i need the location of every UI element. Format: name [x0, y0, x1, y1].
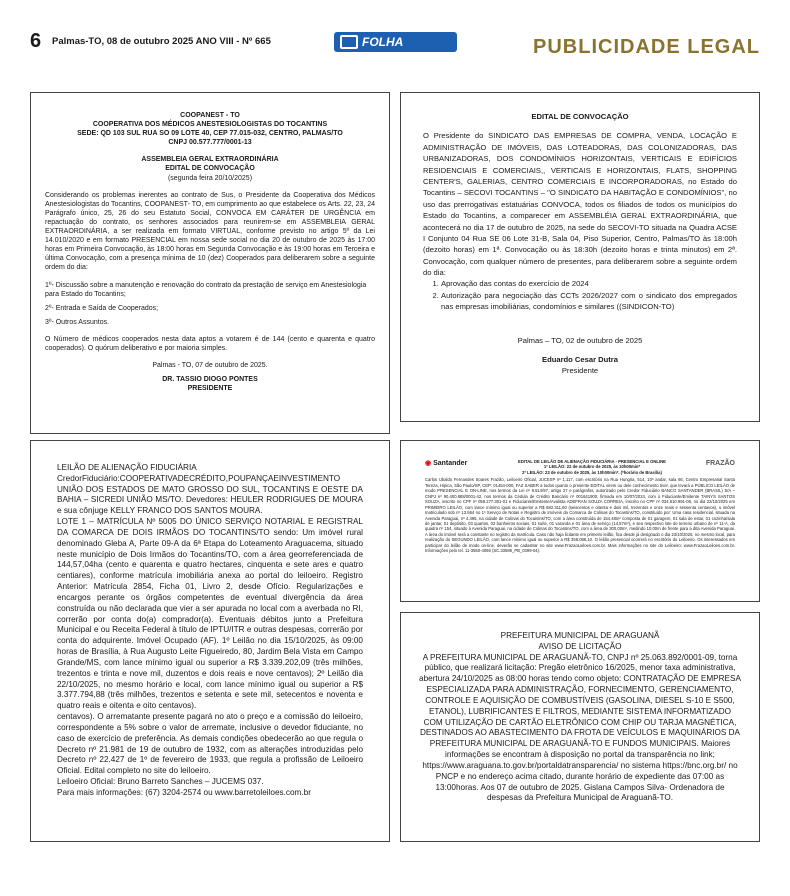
leilao-paragraph: centavos). O arrematante presente pagará no ato o preço e a comissão do leiloeiro, correspondente a 5% sobre o valor de arremate, inclusive o devedor fiduciante, no caso de exercício de preferência. As demais condições obedecerão ao que regula o Decreto nº 21.981 de 19 de outubro de 1932, com as alterações introduzidas pelo Decreto nº 22.427 de 1º de fevereiro de 1933, que regula a profissão de Leiloeiro Oficial. Edital completo no site do leiloeiro. [57, 712, 363, 776]
notice-prefeitura [400, 612, 760, 842]
title-line: 1º LEILÃO: 22 de outubro de 2025, às 10h00min* [543, 464, 641, 470]
secovi-body: O Presidente do SINDICATO DAS EMPRESAS DE COMPRA, VENDA, LOCAÇÃO E ADMINISTRAÇÃO DE IMÓVEIS, DAS LOTEADORAS, DAS COLONIZADORAS, DAS URBANIZADORAS, DOS CONDOMÍNIOS HORIZONTAIS, VERTICAIS E EDIFÍCIOS RESIDENCIAIS E COMERCIAIS,, VERTICAIS E HORIZONTAIS, FLATS, SHOPPING CENTER'S, GALERIAS, CENTRO COMERCIAIS E INCORPORADORAS, no Estado do Tocantins – SECOVI TOCANTINS – "O SINDICATO DA HABITAÇÃO E CONDOMÍNIOS", no uso das prerrogativas estatuárias CONVOCA, todos os filiados de todos os municípios do Estado do Tocantins, a comparecer em ASSEMBLÉIA GERAL EXTRAORDINÁRIA, que acontecerá no dia 17 de outubro de 2025, na sede do SECOVI-TO situada na Quadra ACSE I Conjunto 04 Rua SE 06 Lote 31-B, Sala 04, Piso Superior, Centro, Palmas/TO às 18:00h (dezoito horas) em 1ª. Convocação ou às 18:30h (dezoito horas e trinta minutos) em 2ª. Convocação, com qualquer número de presentes, para deliberarem sobre a seguinte ordem do dia: [423, 131, 737, 278]
section-title: PUBLICIDADE LEGAL [533, 36, 760, 58]
agenda-item: 2. Autorização para negociação das CCTs 2026/2027 com o sindicato dos empregados nas empresas imobiliárias, condomínios e similares ((SINDICON-TO) [441, 290, 737, 313]
coopanest-date: Palmas - TO, 07 de outubro de 2025. [152, 362, 268, 370]
logo-icon [340, 35, 358, 49]
coopanest-signer: DR. TASSIO DIOGO PONTES [162, 376, 258, 384]
page-header [0, 0, 790, 80]
notice-santander [400, 440, 760, 602]
secovi-date: Palmas – TO, 02 de outubro de 2025 [517, 335, 643, 345]
title-line: CNPJ 00.577.777/0001-13 [168, 139, 252, 147]
edition-info: Palmas-TO, 08 de outubro 2025 ANO VIII - Nº 665 [52, 36, 271, 47]
secovi-signer: Eduardo Cesar Dutra [542, 355, 618, 365]
title-line: COOPANEST - TO [180, 112, 240, 119]
heading-line: (segunda feira 20/10/2025) [167, 174, 253, 182]
santander-header [425, 459, 735, 475]
page-number: 6 [30, 30, 42, 52]
title-line: 2º LEILÃO: 23 de outubro de 2025, às 10h00min*. (*horário de Brasília) [522, 469, 662, 475]
coopanest-heading [45, 155, 375, 182]
secovi-title: EDITAL DE CONVOCAÇÃO [531, 112, 629, 121]
santander-body: Carlos Ubaldo Fernandes Soares Frazão, Leiloeiro Oficial, JUCESP nº 1.117, com escritório na Rua Hungria, 514, 10º andar, sala 66, Centro Empresarial Santa Tereza, Hipica, São Paulo/SP, CEP: 01454-000, FAZ SABER a todos quanto o presente EDITAL virem ou dele conhecimento tiver, que levará a PÚBLICO LEILÃO de modo PRESENCIAL E ON-LINE, nos termos da Lei nº 9.514/97, artigo 27 e parágrafos, autorizado pelo Credor Fiduciário BANCO SANTANDER (BRASIL) S/A – CNPJ nº 90.400.888/0001-42, nos termos da Cédula de Crédito Bancário nº 001641900, firmada em 10/07/2024, com o Fiduciante/Emitente TAINYS SANTOS SOUZA, inscrito no CPF nº 059.277.301-01 e Fiduciante/Emitente/Avalista ADEFRAN SOUZA CORREIA, inscrito no CPF nº 034.610.991-06, no dia 22/10/2025 em PRIMEIRO LEILÃO, com lance mínimo igual ou superior a R$ 682.311,60 (seiscentos e oitenta e dois mil, trezentos e onze reais e sessenta centavos), o imóvel matriculado sob nº 13.564 no 1º Serviço de Notas e Registro de Imóveis da Comarca de Colinas do Tocantins/TO, constituído por: Uma casa residencial, situada na Avenida Paraguai, nº 4.495, na cidade de Colinas do Tocantins/TO, com a área construída de 154,48m² composta de 01 garagem, 01 sala de estar, 01 cozinha/sala de jantar, 01 depósito, 03 quartos, 02 banheiros sociais, 01 suíte, 01 varanda e 01 área de serviço (14,57m²), e seu respectivo lote de terreno urbano de nº 11-A, da quadra nº 154, situado à Avenida Paraguai, na cidade de Colinas do Tocantins/TO, com a área de 300,00m², medindo 10,00m de frente para a dita Avenida Paraguai. A área do imóvel será a constante no registro da matrícula. Caso não haja licitante em primeiro leilão, fica desde já designado o dia 23/10/2025, no mesmo local, para realização do SEGUNDO LEILÃO, com lance mínimo igual ou superior a R$ 356.086,10. O leilão presencial ocorrerá no escritório do Leiloeiro. Os interessados em participar do leilão de modo on-line, deverão se cadastrar no site www.FrazaoLeiloes.com.br. Mais informações no site do Leiloeiro: www.FrazaoLeiloes.com.br. Informações pelo tel. 11-3550-4066 (SC.33589_PB_0399-04). [425, 477, 735, 554]
leilao-paragraph: CredorFiduciário:COOPERATIVADECRÉDITO,POUPANÇAEINVESTIMENTO UNIÃO DOS ESTADOS DE MATO GROSSO DO SUL, TOCANTINS E OESTE DA BAHIA – SICREDI UNIÃO MS/TO. Devedores: HEULER RODRIGUES DE MOURA e sua cônjuge KELLY FRANCO DOS SANTOS MOURA. [57, 473, 363, 516]
heading-line: EDITAL DE CONVOCAÇÃO [165, 165, 255, 173]
coopanest-signer-role: PRESIDENTE [187, 385, 233, 393]
coopanest-quorum: O Número de médicos cooperados nesta data aptos a votarem é de 144 (cento e quarenta e quatro cooperados). O quórum deliberativo e por maioria simples. [45, 335, 375, 352]
leilao-paragraph: Leiloeiro Oficial: Bruno Barreto Sanches – JUCEMS 037. [57, 777, 264, 787]
agenda-item: 1º- Discussão sobre a manutenção e renovação do contrato da prestação de serviço em Anestesiologia para Estado do Tocantins; [45, 281, 367, 298]
logo-text: FOLHA CAPITAL [362, 35, 414, 69]
newspaper-logo [334, 32, 457, 69]
flame-icon: ◉ [425, 460, 432, 467]
notice-secovi [400, 92, 760, 422]
title-line: EDITAL DE LEILÃO DE ALIENAÇÃO FIDUCIÁRIA - PRESENCIAL E ONLINE [518, 459, 666, 464]
notice-leilao [30, 440, 390, 842]
title-line: SEDE: QD 103 SUL RUA SO 09 LOTE 40, CEP 77.015-032, CENTRO, PALMAS/TO [77, 130, 343, 138]
frazao-logo: FRAZÃO [705, 460, 735, 467]
secovi-agenda [423, 278, 737, 312]
heading-line: ASSEMBLEIA GERAL EXTRAORDINÁRIA [141, 156, 279, 164]
leilao-paragraph: Para mais informações: (67) 3204-2574 ou www.barretoleiloes.com.br [57, 787, 311, 797]
santander-logo [425, 459, 485, 468]
leilao-title: LEILÃO DE ALIENAÇÃO FIDUCIÁRIA [57, 463, 197, 472]
coopanest-body: Considerando os problemas inerentes ao contrato de Sus, o Presidente da Cooperativa dos Médicos Anestesiologistas do Tocantins, COOPANEST- TO, em cumprimento ao que estabelece os Arts. 22, 23, 24 Parágrafo único, 25, 26 do seu Estatuto Social, CONVOCA EM CARÁTER DE URGÊNCIA em repactuação do contrato, os senhores associados para reunirem-se em ASSEMBLEIA GERAL EXTRAORDINÁRIA, a ser realizada em formato VIRTUAL, conforme previsto no artigo 5º da Lei 14.010/2020 e em formato PRESENCIAL em nossa sede social no dia 20 de outubro de 2025 às 17:00 horas em Primeira Convocação, às 18:00 horas em Segunda Convocação e às 19:00 horas em Terceira e última Convocação, com a presença mínima de 10 (dez) Cooperados para deliberarem sobre a seguinte ordem do dia: [45, 191, 375, 272]
agenda-item: 2º- Entrada e Saída de Cooperados; [45, 304, 159, 312]
leilao-paragraph: LOTE 1 – MATRÍCULA Nº 5005 DO ÚNICO SERVIÇO NOTARIAL E REGISTRAL DA COMARCA DE DOIS IRMÃOS DO TOCANTINS/TO sendo: Um imóvel rural denominado Gleba A, Parte 09-A da 6ª Etapa do Loteamento Araguacema, situado neste município de Dois Irmãos do Tocantins/TO, com a área georreferenciada de 144,57,04ha (cento e quarenta e quatro hectares, cinquenta e sete ares e quatro centiares), conforme matrícula imobiliária anexa ao portal do leiloeiro. Registro Anterior: Matrícula 2854, Ficha 01, Livro 2, desde Ofício. Regularizações e encargos perante os órgãos competentes de eventual divergência da área construída ou não declarada que vier a ser apurada no local com a averbada no RI, correrão por conta do(a) comprador(a). Eventuais débitos junto a Prefeitura Municipal e ou Receita Federal à título de IPTU/ITR e outras despesas, correrão por conta do adquirente. Imóvel Ocupado (AF). 1º Leilão no dia 15/10/2025, às 09:00 horas de Brasília, à Rua Augusto Leite Figueiredo, 80, Jardim Bela Vista em Campo Grande/MS, com lance mínimo igual ou superior a R$ 3.339.202,09 (três milhões, trezentos e trinta e nove mil, duzentos e dois reais e nove centavos); 2º Leilão dia 22/10/2025, no mesmo horário e local, com lance mínimo igual ou superior a R$ 3.377.794,88 (três milhões, trezentos e setenta e sete mil, setecentos e noventa e quatro reais e oitenta e oito centavos). [57, 517, 363, 711]
agenda-item: 3º- Outros Assuntos. [45, 318, 110, 326]
prefeitura-subtitle: AVISO DE LICITAÇÃO [538, 641, 622, 651]
prefeitura-title: PREFEITURA MUNICIPAL DE ARAGUANÃ [500, 631, 660, 640]
coopanest-title [45, 111, 375, 147]
santander-logo-text: Santander [433, 460, 468, 467]
title-line: COOPERATIVA DOS MÉDICOS ANESTESIOLOGISTAS DO TOCANTINS [92, 121, 328, 129]
agenda-item: 1. Aprovação das contas do exercício de 2024 [441, 278, 737, 289]
notice-coopanest [30, 92, 390, 434]
secovi-signer-role: Presidente [561, 366, 599, 376]
santander-title [485, 459, 699, 475]
prefeitura-body: A PREFEITURA MUNICIPAL DE ARAGUANÃ-TO, CNPJ nº 25.063.892/0001-09, torna público, que realizará licitação: Pregão eletrônico 16/2025, menor taxa administrativa, abertura 24/10/2025 as 08:00 horas tendo como objeto: CONTRATAÇÃO DE EMPRESA ESPECIALIZADA PARA ADMINISTRAÇÃO, FORNECIMENTO, GERENCIAMENTO, CONTROLE E AQUISIÇÃO DE COMBUSTÍVEIS (GASOLINA, DIESEL S-10 E S500, ETANOL), LUBRIFICANTES E FILTROS, MEDIANTE SISTEMA INFORMATIZADO COM UTILIZAÇÃO DE CARTÃO ELETRÔNICO COM CHIP OU TARJA MAGNÉTICA, DESTINADOS AO ABASTECIMENTO DA FROTA DE VEÍCULOS E MAQUINÁRIOS DA PREFEITURA MUNICIPAL DE ARAGUANÃ-TO E FUNDOS MUNICIPAIS. Maiores informações se encontram à disposição no portal da transparência no link; https://www.araguana.to.gov.br/portaldatransparencia/ no sistema https://bnc.org.br/ no PNCP e no endereço acima citado, durante horário de expediente das 07:00 as 13:00horas. Aos 07 de outubro de 2025. Gislana Campos Silva- Ordenadora de despesas da Prefeitura Municipal de Araguanã-TO. [419, 652, 741, 803]
